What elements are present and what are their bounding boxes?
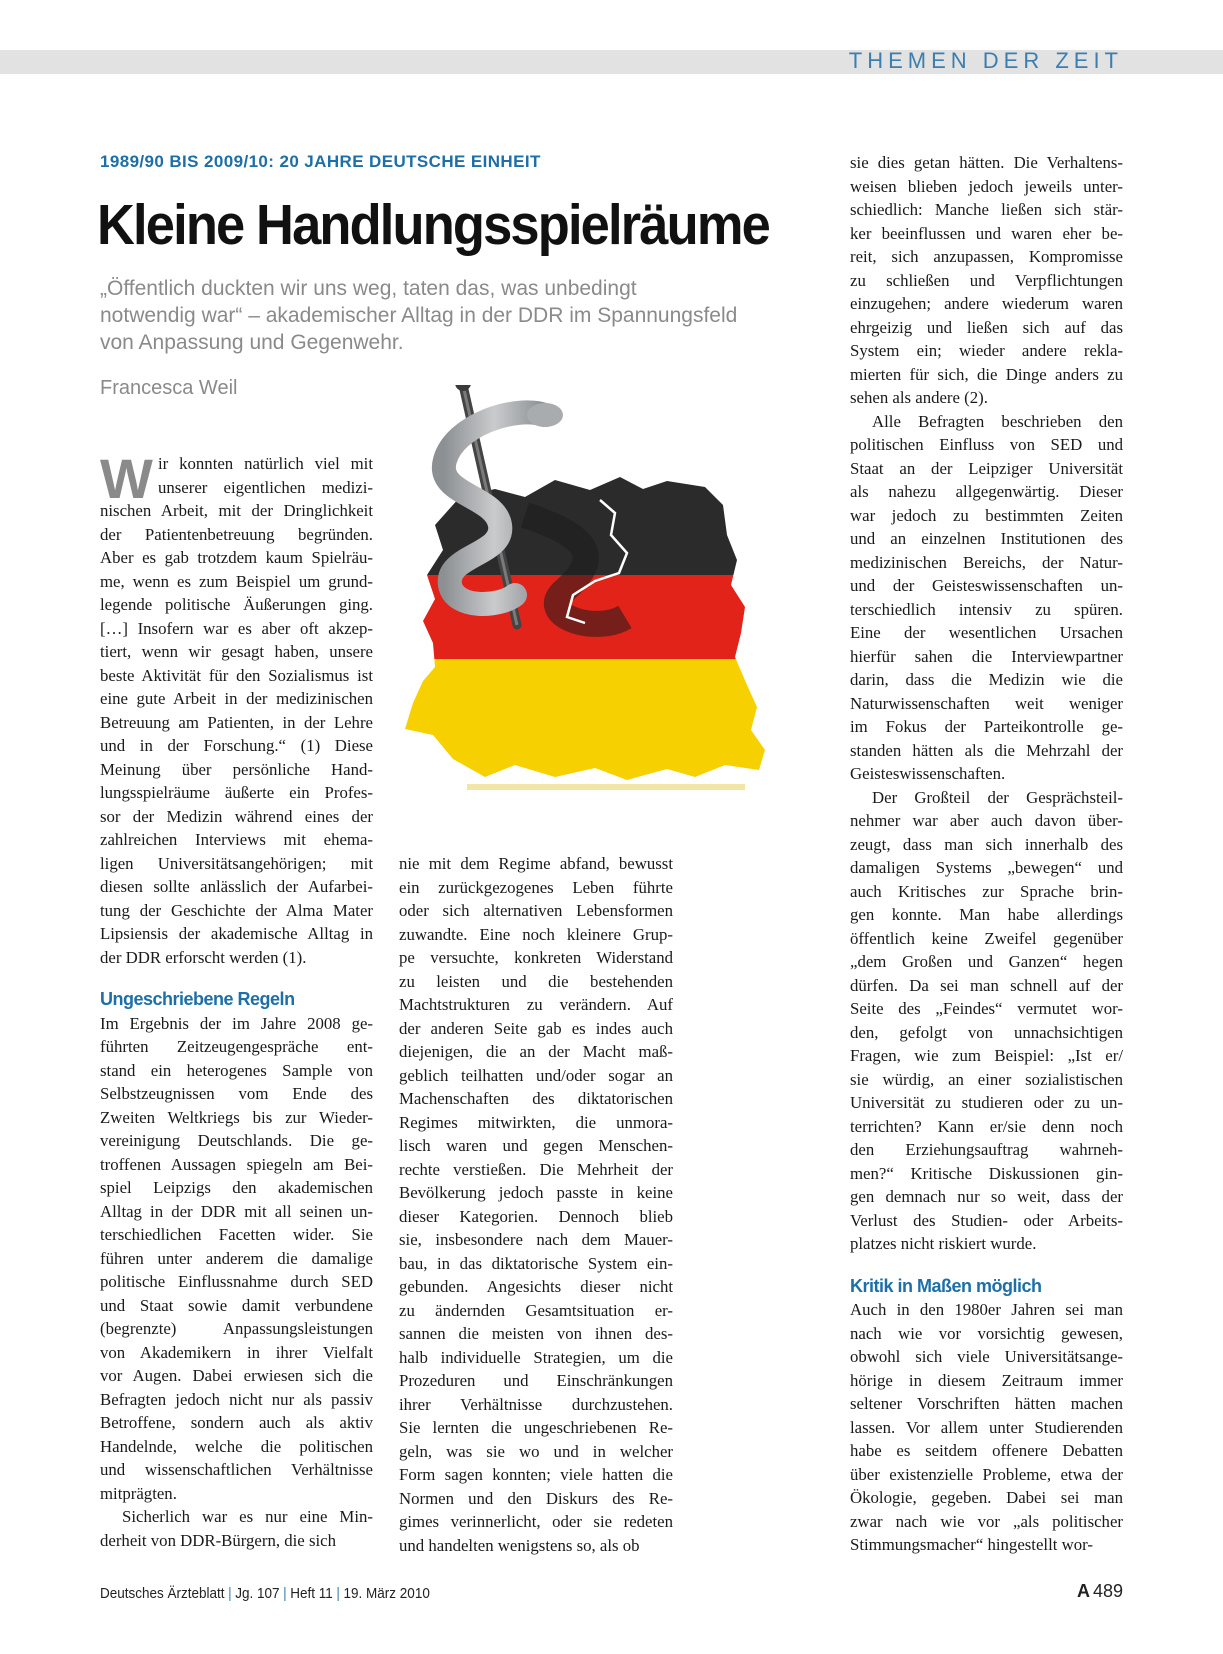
text-line: und an einzelnen Institutionen des (850, 529, 1123, 548)
text-line: diejenigen, die an der Macht maß- (399, 1042, 673, 1061)
text-line: nehmer war aber auch davon über- (850, 811, 1123, 830)
text-line: unserer eigentlichen medizi- (158, 477, 373, 497)
text-line: beste Aktivität für den Sozialismus ist (100, 665, 373, 685)
text-line: sie dies getan hätten. Die Verhaltens- (850, 153, 1123, 172)
text-line: sie würdig, an einer sozialistischen (850, 1069, 1123, 1089)
text-line: me, wenn es zum Beispiel um grund- (100, 571, 373, 591)
text-line: und Staat sowie damit verbundene (100, 1295, 373, 1315)
paragraph (850, 786, 1123, 1256)
text-line: politischen Einfluss von SED und (850, 435, 1123, 454)
text-line: vereinigung Deutschlands. Die ge- (100, 1131, 373, 1150)
text-line: Alle Befragten beschrieben den (872, 411, 1123, 431)
text-line: platzes nicht riskiert wurde. (850, 1234, 1037, 1253)
text-line: hörige in diesem Zeitraum immer (850, 1370, 1123, 1390)
text-line: men?“ Kritische Diskussionen gin- (850, 1163, 1123, 1183)
text-line: Ökologie, gegeben. Dabei sei man (850, 1488, 1123, 1507)
text-line: Handelnde, welche die politischen (100, 1436, 373, 1456)
text-line: tung der Geschichte der Alma Mater (100, 900, 373, 920)
text-line: diesen sollte anlässlich der Aufarbei- (100, 877, 373, 896)
text-line: Universität zu studieren oder zu un- (850, 1093, 1123, 1112)
text-line: lungsspielräume äußerte ein Profes- (100, 783, 373, 802)
text-line: halb individuelle Strategien, um die (399, 1347, 673, 1367)
text-line: über existenzielle Probleme, etwa der (850, 1464, 1123, 1484)
text-line: zu schließen und Verpflichtungen (850, 270, 1123, 290)
text-line: legende politische Äußerungen ging. (100, 595, 373, 614)
text-line: sannen die meisten von ihnen des- (399, 1324, 673, 1343)
text-line: zwar nach wie vor „als politischer (850, 1511, 1123, 1531)
drop-cap: W (100, 447, 153, 510)
journal-name: Deutsches Ärzteblatt (100, 1585, 225, 1602)
text-line: Naturwissenschaften weit weniger (850, 693, 1123, 713)
teaser-line: „Öffentlich duckten wir uns weg, taten das, was unbedingt (100, 277, 637, 300)
text-line: ein zurückgezogenes Leben führte (399, 877, 673, 897)
paragraph (100, 1012, 373, 1506)
text-line: Geisteswissenschaften. (850, 764, 1006, 783)
text-line: einzugehen; andere wiederum waren (850, 294, 1123, 313)
journal-volume: Jg. 107 (235, 1585, 280, 1602)
text-line: politische Einflussnahme durch SED (100, 1272, 373, 1291)
text-line: sehen als andere (2). (850, 388, 988, 407)
text-line: terrichten? Kann er/sie denn noch (850, 1116, 1123, 1136)
germany-map-aesculapian-staff-icon (405, 385, 815, 810)
text-line: Alltag in der DDR mit all seinen un- (100, 1201, 373, 1221)
text-line: „dem Großen und Ganzen“ hegen (850, 952, 1123, 971)
text-line: terschiedlich intensiv zu spüren. (850, 599, 1123, 619)
text-line: nach wie vor vorsichtig gewesen, (850, 1323, 1123, 1343)
text-line: weisen blieben jedoch jeweils unter- (850, 176, 1123, 196)
text-line: sor der Medizin während eines der (100, 806, 373, 826)
paragraph (850, 151, 1123, 410)
text-line: und der Geisteswissenschaften un- (850, 576, 1123, 595)
text-line: ligen Universitätsangehörigen; mit (100, 853, 373, 873)
text-line: gen demnach nur so weit, dass der (850, 1187, 1123, 1206)
text-line: ihrer Verhältnisse durchzustehen. (399, 1394, 673, 1414)
text-line: der Patientenbetreuung begründen. (100, 524, 373, 544)
text-line: pe versuchte, konkreten Widerstand (399, 948, 673, 967)
subhead-kritik-in-massen: Kritik in Maßen möglich (850, 1275, 1042, 1296)
text-line: Prozeduren und Einschränkungen (399, 1371, 673, 1390)
text-line: Fragen, wie zum Beispiel: „Ist er/ (850, 1046, 1123, 1065)
text-line: lisch waren und gegen Menschen- (399, 1136, 673, 1155)
text-line: Staat an der Leipziger Universität (850, 458, 1123, 478)
text-line: ehrgeizig und ließen sich auf das (850, 317, 1123, 337)
text-line: zuwandte. Eine noch kleinere Grup- (399, 924, 673, 944)
text-line: Regimes mitwirkten, die unmora- (399, 1112, 673, 1132)
text-line: Aber es gab trotzdem kaum Spielräu- (100, 548, 373, 567)
subhead-ungeschriebene-regeln: Ungeschriebene Regeln (100, 989, 295, 1009)
text-line: oder sich alternativen Lebensformen (399, 901, 673, 920)
text-line: standen hätten als die Mehrzahl der (850, 740, 1123, 760)
text-line: gimes verinnerlicht, oder sie redeten (399, 1512, 673, 1531)
text-column-1 (100, 447, 373, 1552)
text-line: Betroffene, sondern auch als aktiv (100, 1413, 373, 1432)
text-line: reit, sich anzupassen, Kompromisse (850, 247, 1123, 266)
text-line: […] Insofern war es aber oft akzep- (100, 618, 373, 638)
article-title: Kleine Handlungsspielräume (97, 193, 769, 257)
page-number (1077, 1581, 1123, 1602)
journal-date: 19. März 2010 (343, 1585, 430, 1602)
text-line: troffenen Aussagen spiegeln am Bei- (100, 1154, 373, 1174)
teaser-line: notwendig war“ – akademischer Alltag in der DDR im Spannungsfeld (100, 304, 738, 327)
text-line: Form sagen konnten; viele hatten die (399, 1465, 673, 1484)
text-line: als nahezu allgegenwärtig. Dieser (850, 482, 1123, 501)
text-line: Zweiten Weltkriegs bis zur Wieder- (100, 1107, 373, 1127)
text-line: Machtstrukturen zu verändern. Auf (399, 995, 673, 1014)
journal-issue: Heft 11 (290, 1585, 333, 1602)
text-line: zahlreichen Interviews mit ehema- (100, 830, 373, 849)
text-line: geln, was sie wo und in welcher (399, 1441, 673, 1461)
text-line: den, gefolgt von unnachsichtigen (850, 1022, 1123, 1042)
page-number-value: 489 (1092, 1581, 1123, 1601)
text-line: zu leisten und die bestehenden (399, 971, 673, 991)
text-line: Sie lernten die ungeschriebenen Re- (399, 1418, 673, 1437)
text-line: der anderen Seite gab es indes auch (399, 1018, 673, 1038)
text-line: Auch in den 1980er Jahren sei man (850, 1300, 1123, 1319)
text-line: medizinischen Bereichs, der Natur- (850, 552, 1123, 572)
text-line: damaligen Systems „bewegen“ und (850, 858, 1123, 877)
paragraph (399, 852, 673, 1557)
text-line: war jedoch zu bestimmten Zeiten (850, 505, 1123, 525)
paragraph-intro (100, 447, 373, 969)
text-line: rechte verstießen. Die Mehrheit der (399, 1159, 673, 1179)
text-line: der DDR erforscht werden (1). (100, 947, 307, 967)
teaser-line: von Anpassung und Gegenwehr. (100, 331, 404, 354)
text-line: schiedlich: Manche ließen sich stär- (850, 200, 1123, 219)
text-line: mitprägten. (100, 1483, 177, 1503)
text-line: bau, in das diktatorische System ein- (399, 1253, 673, 1273)
page-footer: Deutsches Ärzteblatt | Jg. 107 | Heft 11 | 19. März 2010 (100, 1585, 430, 1602)
text-line: (begrenzte) Anpassungsleistungen (100, 1319, 373, 1338)
text-line: den Erziehungsauftrag wahrneh- (850, 1140, 1123, 1159)
text-line: Im Ergebnis der im Jahre 2008 ge- (100, 1013, 373, 1033)
article-teaser (100, 275, 820, 356)
text-line: Lipsiensis der akademische Alltag in (100, 924, 373, 943)
text-line: Meinung über persönliche Hand- (100, 759, 373, 779)
text-line: eine gute Arbeit in der medizinischen (100, 689, 373, 708)
text-line: geblich teilhatten und/oder sogar an (399, 1065, 673, 1085)
text-line: nischen Arbeit, mit der Dringlichkeit (100, 501, 373, 520)
text-line: Selbstzeugnissen vom Ende des (100, 1084, 373, 1103)
section-label: THEMEN DER ZEIT (848, 48, 1123, 73)
spacer (850, 1256, 1123, 1275)
text-line: und in der Forschung.“ (1) Diese (100, 736, 373, 755)
text-line: habe es seitdem offenere Debatten (850, 1441, 1123, 1460)
article-kicker: 1989/90 BIS 2009/10: 20 JAHRE DEUTSCHE EINHEIT (100, 152, 541, 171)
text-line: stand ein heterogenes Sample von (100, 1060, 373, 1080)
text-line: Stimmungsmacher“ hingestellt wor- (850, 1535, 1093, 1554)
text-line: gen konnte. Man habe allerdings (850, 905, 1123, 924)
text-line: lassen. Vor allem unter Studierenden (850, 1417, 1123, 1437)
text-line: mierten für sich, die Dinge anders zu (850, 364, 1123, 384)
text-line: dürfen. Da sei man schnell auf der (850, 975, 1123, 995)
text-line: führen unter anderem die damalige (100, 1248, 373, 1268)
text-line: ker beeinflussen und waren eher be- (850, 223, 1123, 243)
text-line: Befragten jedoch nicht nur als passiv (100, 1389, 373, 1409)
paragraph (850, 410, 1123, 786)
text-line: derheit von DDR-Bürgern, die sich (100, 1530, 336, 1550)
text-line: Seite des „Feindes“ vermutet wor- (850, 999, 1123, 1018)
text-line: Betreuung am Patienten, in der Lehre (100, 712, 373, 732)
text-line: System ein; wieder andere rekla- (850, 341, 1123, 360)
text-line: darin, dass die Medizin wie die (850, 670, 1123, 689)
text-line: vor Augen. Dabei erwiesen sich die (100, 1366, 373, 1385)
text-line: terschiedlichen Facetten wider. Sie (100, 1225, 373, 1244)
text-line: nie mit dem Regime abfand, bewusst (399, 854, 673, 873)
text-line: Sicherlich war es nur eine Min- (122, 1507, 373, 1526)
text-line: zeugt, dass man sich innerhalb des (850, 834, 1123, 854)
text-column-2 (399, 852, 673, 1557)
paragraph (100, 1505, 373, 1552)
text-line: im Fokus der Parteikontrolle ge- (850, 717, 1123, 736)
text-line: ir konnten natürlich viel mit (158, 454, 373, 473)
text-line: seltener Vorschriften hätten machen (850, 1394, 1123, 1413)
text-line: gebunden. Angesichts dieser nicht (399, 1277, 673, 1296)
text-line: Machenschaften des diktatorischen (399, 1089, 673, 1108)
text-column-3 (850, 151, 1123, 1557)
text-line: Normen und den Diskurs des Re- (399, 1488, 673, 1508)
text-line: hierfür sahen die Interviewpartner (850, 646, 1123, 666)
text-line: obwohl sich viele Universitätsange- (850, 1347, 1123, 1366)
text-line: Bevölkerung jedoch passte in keine (399, 1183, 673, 1202)
text-line: zu ändernden Gesamtsituation er- (399, 1300, 673, 1320)
text-line: spiel Leipzigs den akademischen (100, 1178, 373, 1197)
text-line: öffentlich keine Zweifel gegenüber (850, 928, 1123, 948)
text-line: dieser Kategorien. Dennoch blieb (399, 1206, 673, 1226)
article-author: Francesca Weil (100, 377, 238, 399)
text-line: Verlust des Studien- oder Arbeits- (850, 1210, 1123, 1230)
text-line: führten Zeitzeugengespräche ent- (100, 1037, 373, 1056)
text-line: auch Kritisches zur Sprache brin- (850, 881, 1123, 901)
text-line: von Akademikern in ihrer Vielfalt (100, 1342, 373, 1362)
text-line: Eine der wesentlichen Ursachen (850, 623, 1123, 642)
text-line: tiert, wenn wir gesagt haben, unsere (100, 642, 373, 661)
text-line: Der Großteil der Gesprächsteil- (872, 787, 1123, 807)
page-prefix: A (1076, 1581, 1090, 1601)
spacer (100, 969, 373, 988)
text-line: und handelten wenigstens so, als ob (399, 1535, 640, 1555)
paragraph (850, 1298, 1123, 1557)
text-line: sie, insbesondere nach dem Mauer- (399, 1230, 673, 1249)
text-line: und wissenschaftlichen Verhältnisse (100, 1460, 373, 1479)
